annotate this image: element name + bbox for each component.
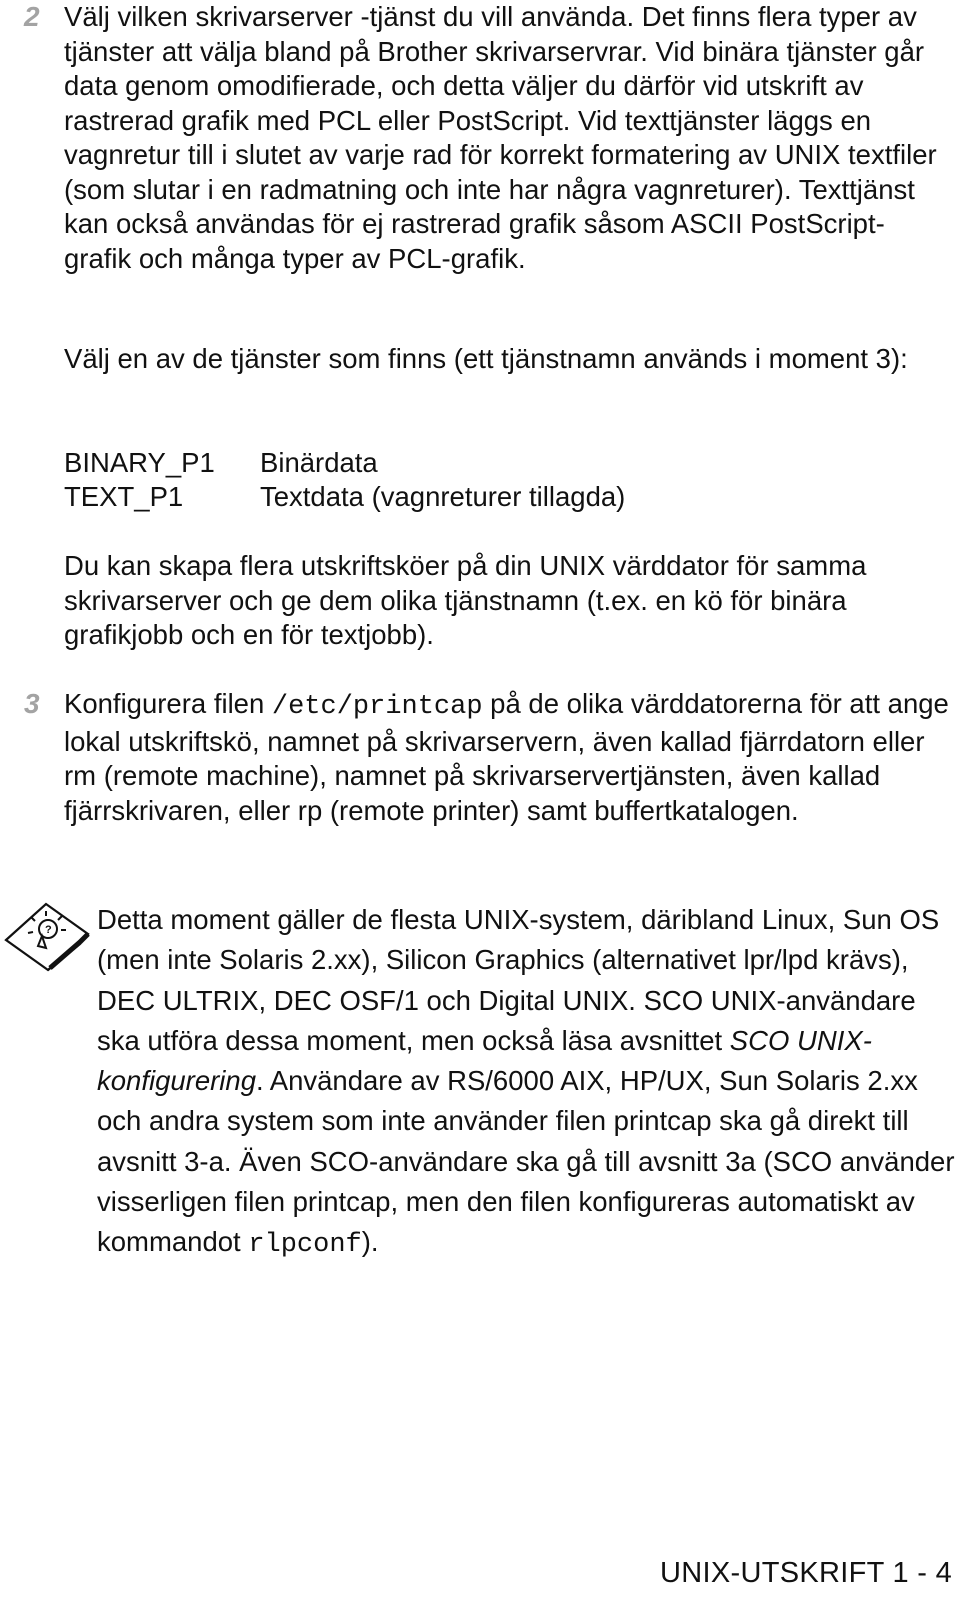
note-italic-reference: SCO UNIX-konfigurering [97,1024,872,1097]
step-3-paragraph-printcap [64,687,952,828]
step-3-number: 3 [24,688,40,719]
step-2-paragraph-choose-service: Välj en av de tjänster som finns (ett tjänstnamn används i moment 3): [64,343,908,374]
svg-text:?: ? [45,924,52,936]
step-2-number: 2 [24,1,40,32]
service-row-text [64,480,625,515]
service-name: TEXT_P1 [64,481,184,512]
rlpconf-command-code: rlpconf [248,1230,362,1261]
printcap-path-code: /etc/printcap [271,692,483,722]
service-name: BINARY_P1 [64,447,215,478]
step-2-paragraph-service-types: Välj vilken skrivarserver -tjänst du vill använda. Det finns flera typer av tjänster att välja bland på Brother skrivarservrar. Vid binära tjänster går data genom omodifierade, och detta väljer du därför vid utskrift av rastrerad grafik med PCL eller PostScript. Vid texttjänster läggs en vagnretur till i slutet av varje rad för korrekt formatering av UNIX textfiler (som slutar i en radmatning och inte har några vagnreturer). Texttjänst kan också användas för ej rastrerad grafik såsom ASCII PostScript-grafik och många typer av PCL-grafik. [64,1,937,274]
service-description: Binärdata [260,447,378,478]
note-text-after: ). [361,1226,379,1258]
page-footer: UNIX-UTSKRIFT 1 - 4 [660,1557,952,1589]
service-row-binary [64,446,378,481]
step-3-text-before: Konfigurera filen [64,688,272,719]
lightbulb-note-icon [2,896,94,976]
service-description: Textdata (vagnreturer tillagda) [260,481,626,512]
step-3-text-after: på de olika värddatorerna för att ange lokal utskriftskö, namnet på skrivarservern, även kallad fjärrdatorn eller rm (remote machine), namnet på skrivarservertjänsten, även kallad fjärrskrivaren, eller rp (remote printer) samt buffertkatalogen. [64,688,949,826]
note-paragraph [97,900,957,1266]
step-2-paragraph-multiple-queues: Du kan skapa flera utskriftsköer på din UNIX värddator för samma skrivarserver och ge dem olika tjänstnamn (t.ex. en kö för binära grafikjobb och en för textjobb). [64,550,867,650]
note-text-before: Detta moment gäller de flesta UNIX-system, däribland Linux, Sun OS (men inte Solaris 2.xx), Silicon Graphics (alternativet lpr/lpd krävs), DEC ULTRIX, DEC OSF/1 och Digital UNIX. SCO UNIX-användare ska utföra dessa moment, men också läsa avsnittet [97,904,940,1056]
note-text-middle: . Användare av RS/6000 AIX, HP/UX, Sun Solaris 2.xx och andra system som inte använder filen printcap ska gå direkt till avsnitt 3-a. Även SCO-användare ska gå till avsnitt 3a (SCO använder visserligen filen printcap, men den filen konfigureras automatiskt av kommandot [97,1065,955,1258]
